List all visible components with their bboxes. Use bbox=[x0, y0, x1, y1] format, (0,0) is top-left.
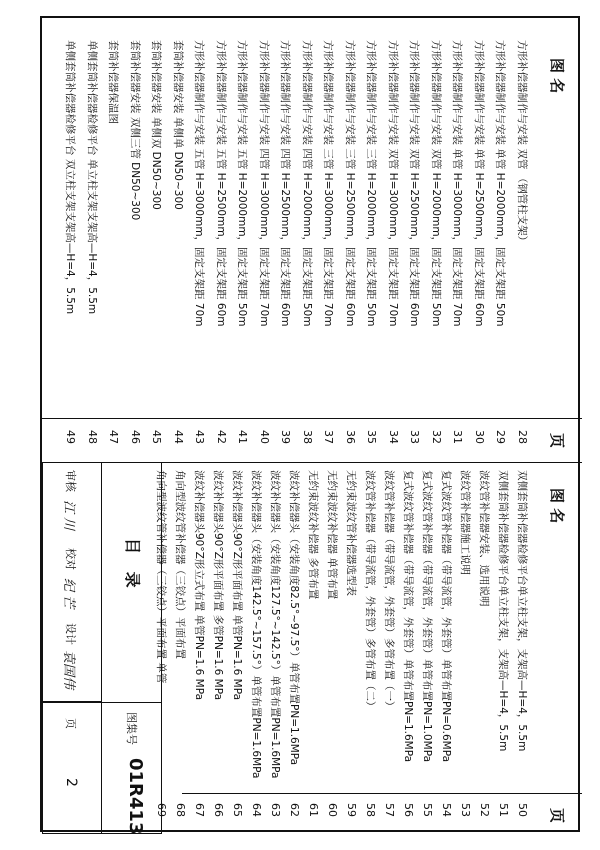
entry-title: 方形补偿器制作与安装 双管 H=3000mm，固定支架距 70m bbox=[387, 40, 399, 327]
entry-title: 方形补偿器制作与安装 双管 （钢管柱支架） bbox=[516, 40, 528, 247]
entry-page: 32 bbox=[430, 430, 443, 444]
entry-title: 单侧套筒补偿器检修平台 单立柱支架支架高—H=4，5.5m bbox=[86, 40, 98, 315]
entry-title: 波纹补偿器头90°Z形平面布置 单管PN=1.6 MPa bbox=[231, 470, 243, 701]
entry-page: 54 bbox=[440, 803, 453, 817]
entry-title: 方形补偿器制作与安装 三管 H=2500mm，固定支架距 60m bbox=[344, 40, 356, 327]
header-page-right: 页 bbox=[548, 808, 566, 824]
entry-page: 36 bbox=[344, 430, 357, 444]
entry-title: 角向型波纹管补偿器（三铰点）平面布置 bbox=[174, 470, 186, 659]
entry-title: 波纹管补偿器安装、选用说明 bbox=[478, 470, 490, 607]
entry-page: 33 bbox=[408, 430, 422, 444]
entry-page: 66 bbox=[212, 803, 225, 817]
entry-title: 方形补偿器制作与安装 五管 H=2500mm，固定支架距 60m bbox=[215, 40, 227, 327]
entry-title: 方形补偿器制作与安装 单管 H=3000mm，固定支架距 70m bbox=[451, 40, 464, 327]
entry-title: 无约束波纹补偿器 多管布置 bbox=[307, 470, 319, 600]
entry-title: 双侧套筒补偿器检修平台单立柱支架，支架高—H=4，5.5m bbox=[516, 470, 528, 752]
page-number: 2 bbox=[63, 778, 79, 787]
entry-page: 29 bbox=[494, 430, 508, 444]
entry-title: 波纹补偿器头90°Z形立式布置 单管PN=1.6 MPa bbox=[193, 470, 205, 701]
entry-page: 31 bbox=[451, 430, 465, 444]
entry-title: 波纹补偿器头（安装角度127.5°~142.5°）单管布置PN=1.6MPa bbox=[269, 470, 281, 779]
entry-page: 46 bbox=[129, 430, 142, 444]
entry-page: 50 bbox=[516, 803, 529, 817]
entry-page: 58 bbox=[364, 803, 377, 817]
entry-page: 55 bbox=[421, 803, 434, 817]
catalog-title: 目 录 bbox=[123, 538, 142, 594]
entry-title: 复式波纹管补偿器（带导流管，外套管）单管布置PN=1.0MPa bbox=[421, 470, 433, 763]
entry-page: 35 bbox=[365, 430, 379, 444]
entry-page: 48 bbox=[86, 430, 99, 444]
entry-title: 波纹管补偿器（带导流管，外套管）多管布置（二） bbox=[364, 470, 376, 712]
entry-title: 套筒补偿器安装 单侧单 DN50~300 bbox=[172, 40, 184, 210]
entry-title: 波纹管补偿器施工说明 bbox=[459, 470, 471, 575]
entry-page: 60 bbox=[326, 803, 339, 817]
drawing-frame bbox=[40, 16, 580, 835]
entry-page: 37 bbox=[322, 430, 336, 444]
design-label: 设计 bbox=[64, 623, 77, 645]
entry-page: 43 bbox=[193, 430, 207, 444]
entry-title: 方形补偿器制作与安装 双管 H=2000mm，固定支架距 50m bbox=[430, 40, 442, 327]
entry-page: 53 bbox=[459, 803, 472, 817]
entry-title: 角向型波纹管补偿器（三铰点）平面布置 单管 bbox=[155, 470, 167, 684]
entry-title: 波纹补偿器头（安装角度82.5°~97.5°）单管布置PN=1.6MPa bbox=[288, 470, 300, 766]
entry-page: 38 bbox=[301, 430, 314, 444]
header-name-left: 图 名 bbox=[548, 58, 566, 94]
entry-title: 复式波纹管补偿器（带导流管，外套管）单管布置PN=1.6MPa bbox=[402, 470, 414, 763]
review-label: 审核 bbox=[64, 470, 77, 492]
catalog-sheet bbox=[42, 18, 582, 834]
entry-page: 62 bbox=[288, 803, 301, 817]
entry-title: 复式波纹管补偿器（带导流管，外套管）单管布置PN=0.6MPa bbox=[440, 470, 452, 763]
entry-page: 51 bbox=[497, 803, 510, 817]
entry-page: 30 bbox=[473, 430, 486, 444]
entry-page: 42 bbox=[215, 430, 228, 444]
entry-page: 68 bbox=[174, 803, 187, 817]
header-name-right: 图 名 bbox=[548, 488, 566, 524]
entry-page: 49 bbox=[64, 430, 78, 444]
entry-page: 40 bbox=[258, 430, 271, 444]
entry-title: 方形补偿器制作与安装 四管 H=3000mm，固定支架距 70m bbox=[258, 40, 270, 327]
review-signature: 江 川 bbox=[61, 500, 76, 531]
entry-page: 67 bbox=[193, 803, 206, 817]
entry-title: 波纹补偿器头（安装角度142.5°~157.5°）单管布置PN=1.6MPa bbox=[250, 470, 262, 779]
entry-title: 方形补偿器制作与安装 四管 H=2000mm，固定支架距 50m bbox=[301, 40, 313, 327]
entry-title: 方形补偿器制作与安装 三管 H=2000mm，固定支架距 50m bbox=[365, 40, 378, 327]
entry-page: 63 bbox=[269, 803, 282, 817]
check-signature: 纪 芒 bbox=[61, 578, 76, 609]
entry-page: 64 bbox=[250, 803, 263, 817]
entry-page: 69 bbox=[155, 803, 168, 817]
entry-title: 方形补偿器制作与安装 单管 H=2000mm，固定支架距 50m bbox=[494, 40, 507, 327]
entry-title: 套筒补偿器安装 双侧三管 DN50~300 bbox=[129, 40, 141, 221]
entry-title: 套筒补偿器保温图 bbox=[107, 40, 120, 124]
entry-title: 方形补偿器制作与安装 三管 H=3000mm，固定支架距 70m bbox=[322, 40, 335, 327]
entry-title: 无约束波纹补偿器 单管布置 bbox=[326, 470, 338, 600]
entry-page: 61 bbox=[307, 803, 320, 817]
entry-title: 方形补偿器制作与安装 五管 H=3000mm，固定支架距 70m bbox=[193, 40, 206, 327]
header-page-left: 页 bbox=[548, 433, 566, 449]
entry-title: 双侧套筒补偿器检修平台单立柱支架，支架高—H=4，5.5m bbox=[497, 470, 509, 752]
atlas-label: 图集号 bbox=[125, 712, 138, 745]
atlas-number: 01R413 bbox=[125, 758, 146, 835]
entry-page: 52 bbox=[478, 803, 491, 817]
entry-page: 57 bbox=[383, 803, 396, 817]
entry-page: 65 bbox=[231, 803, 244, 817]
entry-page: 34 bbox=[387, 430, 400, 444]
entry-title: 方形补偿器制作与安装 双管 H=2500mm，固定支架距 60m bbox=[408, 40, 421, 327]
entry-page: 56 bbox=[402, 803, 415, 817]
entry-title: 波纹补偿器头90°Z形平面布置 多管PN=1.6 MPa bbox=[212, 470, 224, 701]
entry-page: 44 bbox=[172, 430, 185, 444]
entry-title: 波纹管补偿器（带导流管，外套管）多管布置（一） bbox=[383, 470, 395, 712]
entry-title: 套筒补偿器安装 单侧双 DN50~300 bbox=[150, 40, 163, 210]
entry-title: 方形补偿器制作与安装 五管 H=2000mm，固定支架距 50m bbox=[236, 40, 249, 327]
entry-title: 无约束波纹管补偿器选型表 bbox=[345, 470, 357, 596]
entry-page: 39 bbox=[279, 430, 293, 444]
entry-page: 28 bbox=[516, 430, 529, 444]
entry-page: 41 bbox=[236, 430, 250, 444]
entry-page: 59 bbox=[345, 803, 358, 817]
entry-page: 47 bbox=[107, 430, 121, 444]
design-signature: 袁国伟 bbox=[61, 650, 76, 690]
entry-title: 方形补偿器制作与安装 单管 H=2500mm，固定支架距 60m bbox=[473, 40, 485, 327]
page-label: 页 bbox=[64, 718, 77, 729]
entry-title: 单侧套筒补偿器检修平台 双立柱支架支架高—H=4，5.5m bbox=[64, 40, 77, 315]
entry-page: 45 bbox=[150, 430, 164, 444]
column-divider-right bbox=[182, 793, 582, 794]
entry-title: 方形补偿器制作与安装 四管 H=2500mm，固定支架距 60m bbox=[279, 40, 292, 327]
column-divider-left bbox=[42, 418, 582, 419]
check-label: 校对 bbox=[64, 548, 77, 570]
